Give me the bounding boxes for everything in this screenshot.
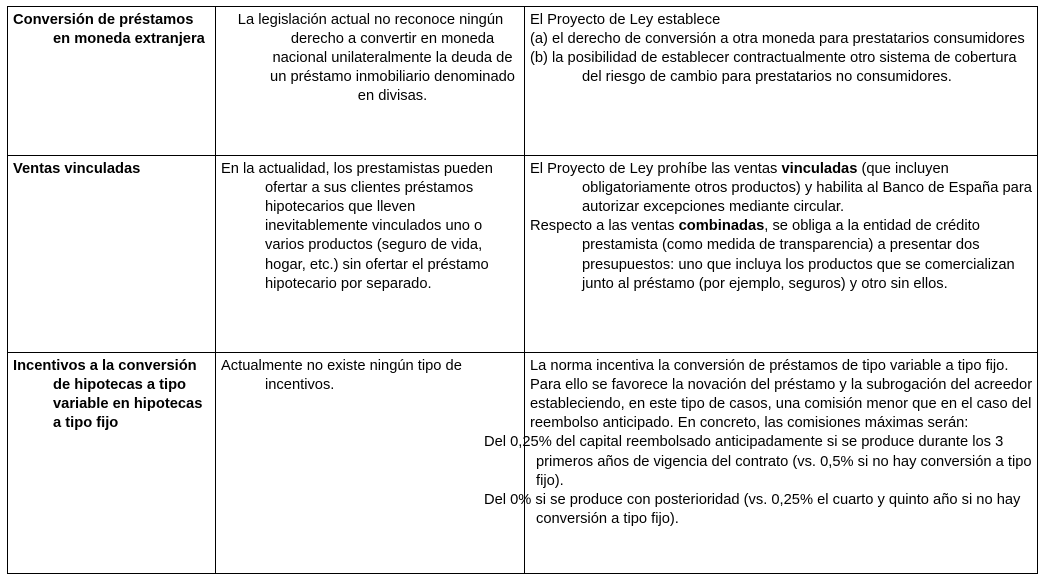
current-situation-text: Actualmente no existe ningún tipo de incentivos. [221,358,462,394]
concept-cell [8,353,216,574]
text-run: , se obliga a la entidad de crédito prestamista (como medida de transparencia) a presentar dos presupuestos: uno que incluya los productos que se comercializan junto al préstamo (por ejemplo, seguros) y otro sin ellos. [582,218,1015,292]
table-row [8,156,1038,353]
text-run: (que incluyen obligatoriamente otros productos) y habilita al Banco de España para autorizar excepciones mediante circular. [582,161,1032,216]
current-situation-cell [216,353,525,574]
bill-paragraph [530,160,1033,217]
bill-paragraph [530,217,1033,293]
bill-paragraph: (b) la posibilidad de establecer contractualmente otro sistema de cobertura del riesgo de cambio para prestatarios no consumidores. [530,50,1017,86]
current-situation-text: La legislación actual no reconoce ningún derecho a convertir en moneda nacional unilateralmente la deuda de un préstamo inmobiliario denominado en divisas. [237,12,515,105]
text-run: El Proyecto de Ley prohíbe las ventas [530,161,782,177]
bill-paragraph: (a) el derecho de conversión a otra moneda para prestatarios consumidores [530,31,1025,48]
bill-cell [484,353,1038,574]
table-row [8,7,1038,156]
emphasized-term: vinculadas [781,161,858,177]
bill-paragraph: La norma incentiva la conversión de préstamos de tipo variable a tipo fijo. Para ello se favorece la novación del préstamo y la subrogación del acreedor estableciendo, en este tipo de casos, una comisión menor que en el caso del reembolso anticipado. En concreto, las comisiones máximas serán: [530,358,1033,432]
bill-cell [525,7,1038,156]
concept-text: Incentivos a la conversión de hipotecas a tipo variable en hipotecas a tipo fijo [13,358,203,432]
bill-cell [525,156,1038,353]
concept-text: Ventas vinculadas [13,161,141,177]
bill-paragraph: Del 0,25% del capital reembolsado anticipadamente si se produce durante los 3 primeros años de vigencia del contrato (vs. 0,5% si no hay conversión a tipo fijo). [484,434,1032,489]
emphasized-term: combinadas [678,218,765,235]
table-row [8,353,1038,574]
text-run: Respecto a las ventas [530,218,679,235]
current-situation-text: En la actualidad, los prestamistas pueden ofertar a sus clientes préstamos hipotecarios que lleven inevitablemente vinculados uno o varios productos (seguro de vida, hogar, etc.) sin ofertar el préstamo hipotecario por separado. [221,161,493,292]
current-situation-cell [216,7,525,156]
concept-cell [8,156,216,353]
concept-text: Conversión de préstamos en moneda extranjera [13,12,205,48]
bill-paragraph: El Proyecto de Ley establece [530,12,721,28]
current-situation-cell [216,156,525,353]
comparison-table [7,6,1038,574]
concept-cell [8,7,216,156]
bill-paragraph: Del 0% si se produce con posterioridad (vs. 0,25% el cuarto y quinto año si no hay conversión a tipo fijo). [484,491,1021,527]
